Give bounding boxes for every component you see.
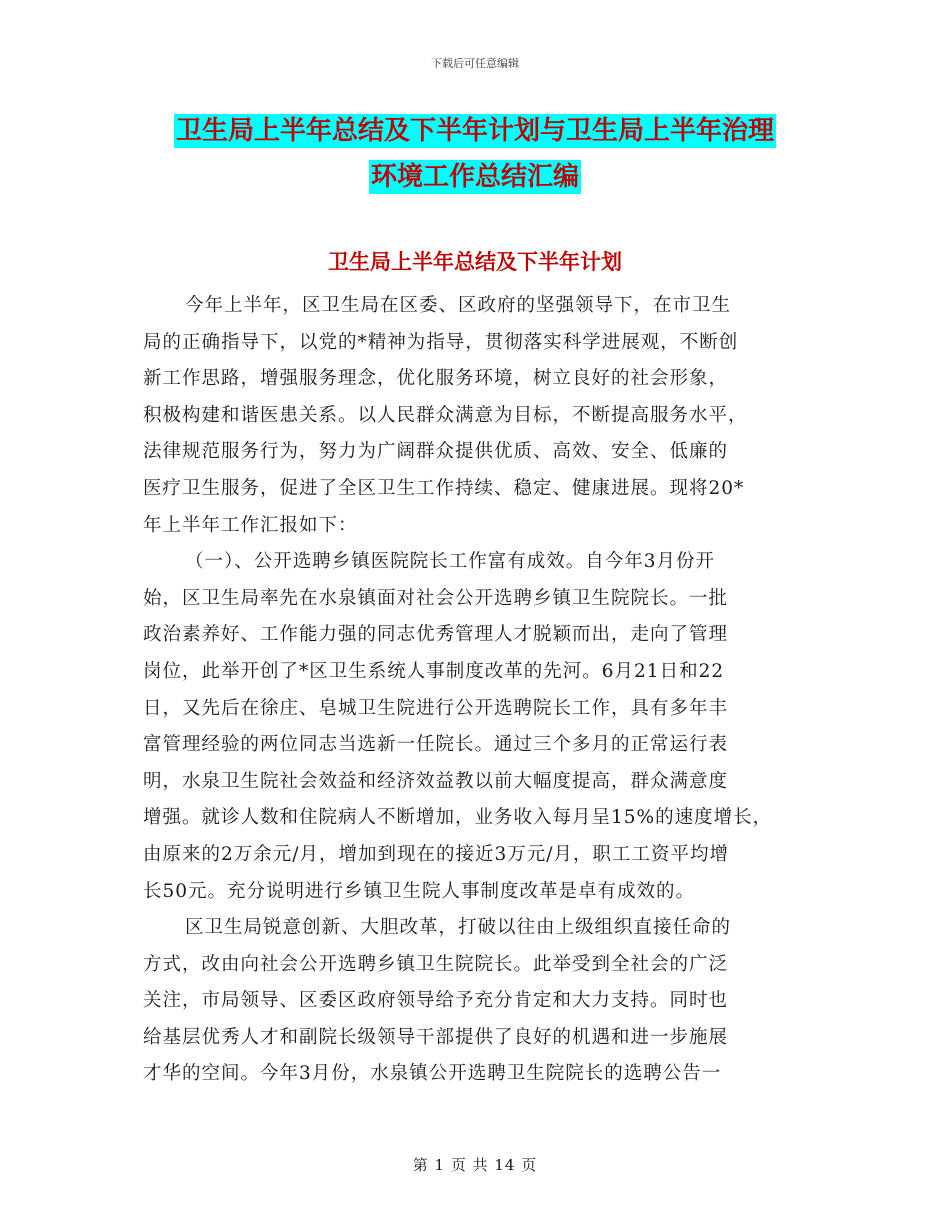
paragraph-line: 年上半年工作汇报如下： [143, 514, 358, 536]
paragraph-line: 关注，市局领导、区委区政府领导给予充分肯定和大力支持。同时也 [143, 990, 729, 1012]
paragraph-line: 给基层优秀人才和副院长级领导干部提供了良好的机遇和进一步施展 [143, 1026, 729, 1048]
paragraph-line: 富管理经验的两位同志当选新一任院长。通过三个多月的正常运行表 [143, 734, 729, 756]
paragraph-line: 今年上半年，区卫生局在区委、区政府的坚强领导下，在市卫生 [185, 295, 732, 316]
paragraph-line: 才华的空间。今年3月份，水泉镇公开选聘卫生院院长的选聘公告一 [143, 1063, 722, 1085]
title-line-2: 环境工作总结汇编 [370, 162, 579, 192]
paragraph-line: 长50元。充分说明进行乡镇卫生院人事制度改革是卓有成效的。 [143, 880, 696, 902]
paragraph-line: 区卫生局锐意创新、大胆改革，打破以往由上级组织直接任命的 [185, 917, 732, 939]
paragraph-line: 法律规范服务行为，努力为广阔群众提供优质、高效、安全、低廉的 [143, 441, 729, 463]
paragraph-line: 新工作思路，增强服务理念，优化服务环境，树立良好的社会形象， [143, 368, 729, 390]
paragraph-line: 日，又先后在徐庄、皂城卫生院进行公开选聘院长工作，具有多年丰 [143, 697, 729, 719]
paragraph-line: 由原来的2万余元/月，增加到现在的接近3万元/月，职工工资平均增 [143, 843, 730, 865]
paragraph-line: 政治素养好、工作能力强的同志优秀管理人才脱颖而出，走向了管理 [143, 624, 729, 646]
title-line-1: 卫生局上半年总结及下半年计划与卫生局上半年治理 [175, 116, 774, 146]
page-footer: 第 1 页 共 14 页 [412, 1156, 538, 1174]
paragraph-line: 医疗卫生服务，促进了全区卫生工作持续、稳定、健康进展。现将20* [143, 477, 745, 499]
section-title: 卫生局上半年总结及下半年计划 [328, 250, 622, 274]
paragraph-line: （一）、公开选聘乡镇医院院长工作富有成效。自今年3月份开 [185, 551, 716, 573]
document-title [0, 108, 950, 200]
paragraph-line: 积极构建和谐医患关系。以人民群众满意为目标，不断提高服务水平， [143, 404, 748, 426]
paragraph-line: 明，水泉卫生院社会效益和经济效益教以前大幅度提高，群众满意度 [143, 770, 729, 792]
body-text [143, 288, 815, 1093]
header-note: 下载后可任意编辑 [431, 57, 519, 70]
paragraph-line: 增强。就诊人数和住院病人不断增加，业务收入每月呈15%的速度增长， [143, 807, 773, 829]
paragraph-line: 始，区卫生局率先在水泉镇面对社会公开选聘乡镇卫生院院长。一批 [143, 587, 729, 609]
paragraph-line: 局的正确指导下，以党的*精神为指导，贯彻落实科学进展观，不断创 [143, 331, 739, 353]
paragraph-line: 岗位，此举开创了*区卫生系统人事制度改革的先河。6月21日和22 [143, 660, 725, 682]
paragraph-line: 方式，改由向社会公开选聘乡镇卫生院院长。此举受到全社会的广泛 [143, 953, 729, 975]
